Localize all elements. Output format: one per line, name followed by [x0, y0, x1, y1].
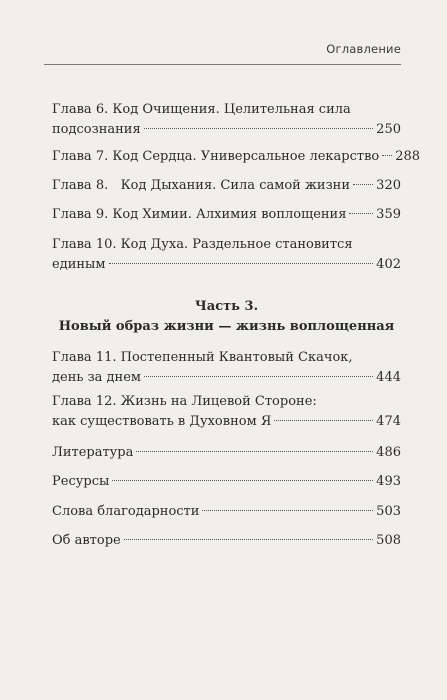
page-number: 288 — [395, 149, 421, 164]
page-number: 444 — [376, 370, 401, 385]
entry-title: Глава 8. Код Дыхания. Сила самой жизни — [52, 178, 350, 193]
leader-dots — [202, 510, 373, 511]
entry-title-line-1: Глава 10. Код Духа. Раздельное становится — [52, 237, 353, 252]
page-number: 508 — [376, 533, 401, 548]
leader-dots — [144, 128, 374, 129]
toc-entry-resources[interactable] — [52, 472, 401, 492]
toc-entry-chapter-9[interactable] — [52, 205, 401, 225]
entry-title-line-1: Глава 12. Жизнь на Лицевой Стороне: — [52, 394, 317, 409]
toc-entry-about-author[interactable] — [52, 531, 401, 551]
toc-entry-chapter-6[interactable] — [52, 100, 401, 140]
page-number: 250 — [376, 122, 401, 137]
entry-title: Литература — [52, 445, 134, 460]
page-number: 402 — [376, 257, 401, 272]
toc-entry-chapter-12[interactable] — [52, 392, 401, 432]
page-number: 493 — [376, 474, 401, 489]
part-title: Новый образ жизни — жизнь воплощенная — [58, 319, 395, 334]
toc-entry-acknowledgements[interactable] — [52, 502, 401, 522]
page-number: 320 — [376, 178, 401, 193]
leader-dots — [382, 155, 392, 156]
toc-entry-chapter-7[interactable] — [52, 147, 421, 167]
toc-entry-chapter-8[interactable] — [52, 176, 401, 196]
page-number: 474 — [376, 414, 401, 429]
entry-title: Глава 7. Код Сердца. Универсальное лекарство — [52, 149, 380, 164]
toc-entry-chapter-11[interactable] — [52, 348, 401, 388]
leader-dots — [124, 539, 373, 540]
page-number: 359 — [376, 207, 401, 222]
entry-title-line-1: Глава 11. Постепенный Квантовый Скачок, — [52, 350, 353, 365]
header-title: Оглавление — [326, 42, 401, 56]
leader-dots — [109, 263, 374, 264]
entry-title: Слова благодарности — [52, 504, 200, 519]
leader-dots — [112, 480, 373, 481]
leader-dots — [274, 420, 373, 421]
entry-title-line-2: как существовать в Духовном Я — [52, 414, 272, 429]
toc-entry-literature[interactable] — [52, 443, 401, 463]
entry-title-line-1: Глава 6. Код Очищения. Целительная сила — [52, 102, 351, 117]
entry-title: Об авторе — [52, 533, 121, 548]
entry-title-line-2: подсознания — [52, 122, 141, 137]
leader-dots — [144, 376, 373, 377]
running-header — [44, 38, 401, 65]
leader-dots — [349, 213, 373, 214]
entry-title: Ресурсы — [52, 474, 110, 489]
leader-dots — [136, 451, 373, 452]
page-number: 486 — [376, 445, 401, 460]
page-number: 503 — [376, 504, 401, 519]
leader-dots — [353, 184, 373, 185]
entry-title-line-2: единым — [52, 257, 106, 272]
entry-title-line-2: день за днем — [52, 370, 142, 385]
entry-title: Глава 9. Код Химии. Алхимия воплощения — [52, 207, 347, 222]
part-number: Часть 3. — [194, 299, 259, 314]
toc-entry-chapter-10[interactable] — [52, 235, 401, 275]
